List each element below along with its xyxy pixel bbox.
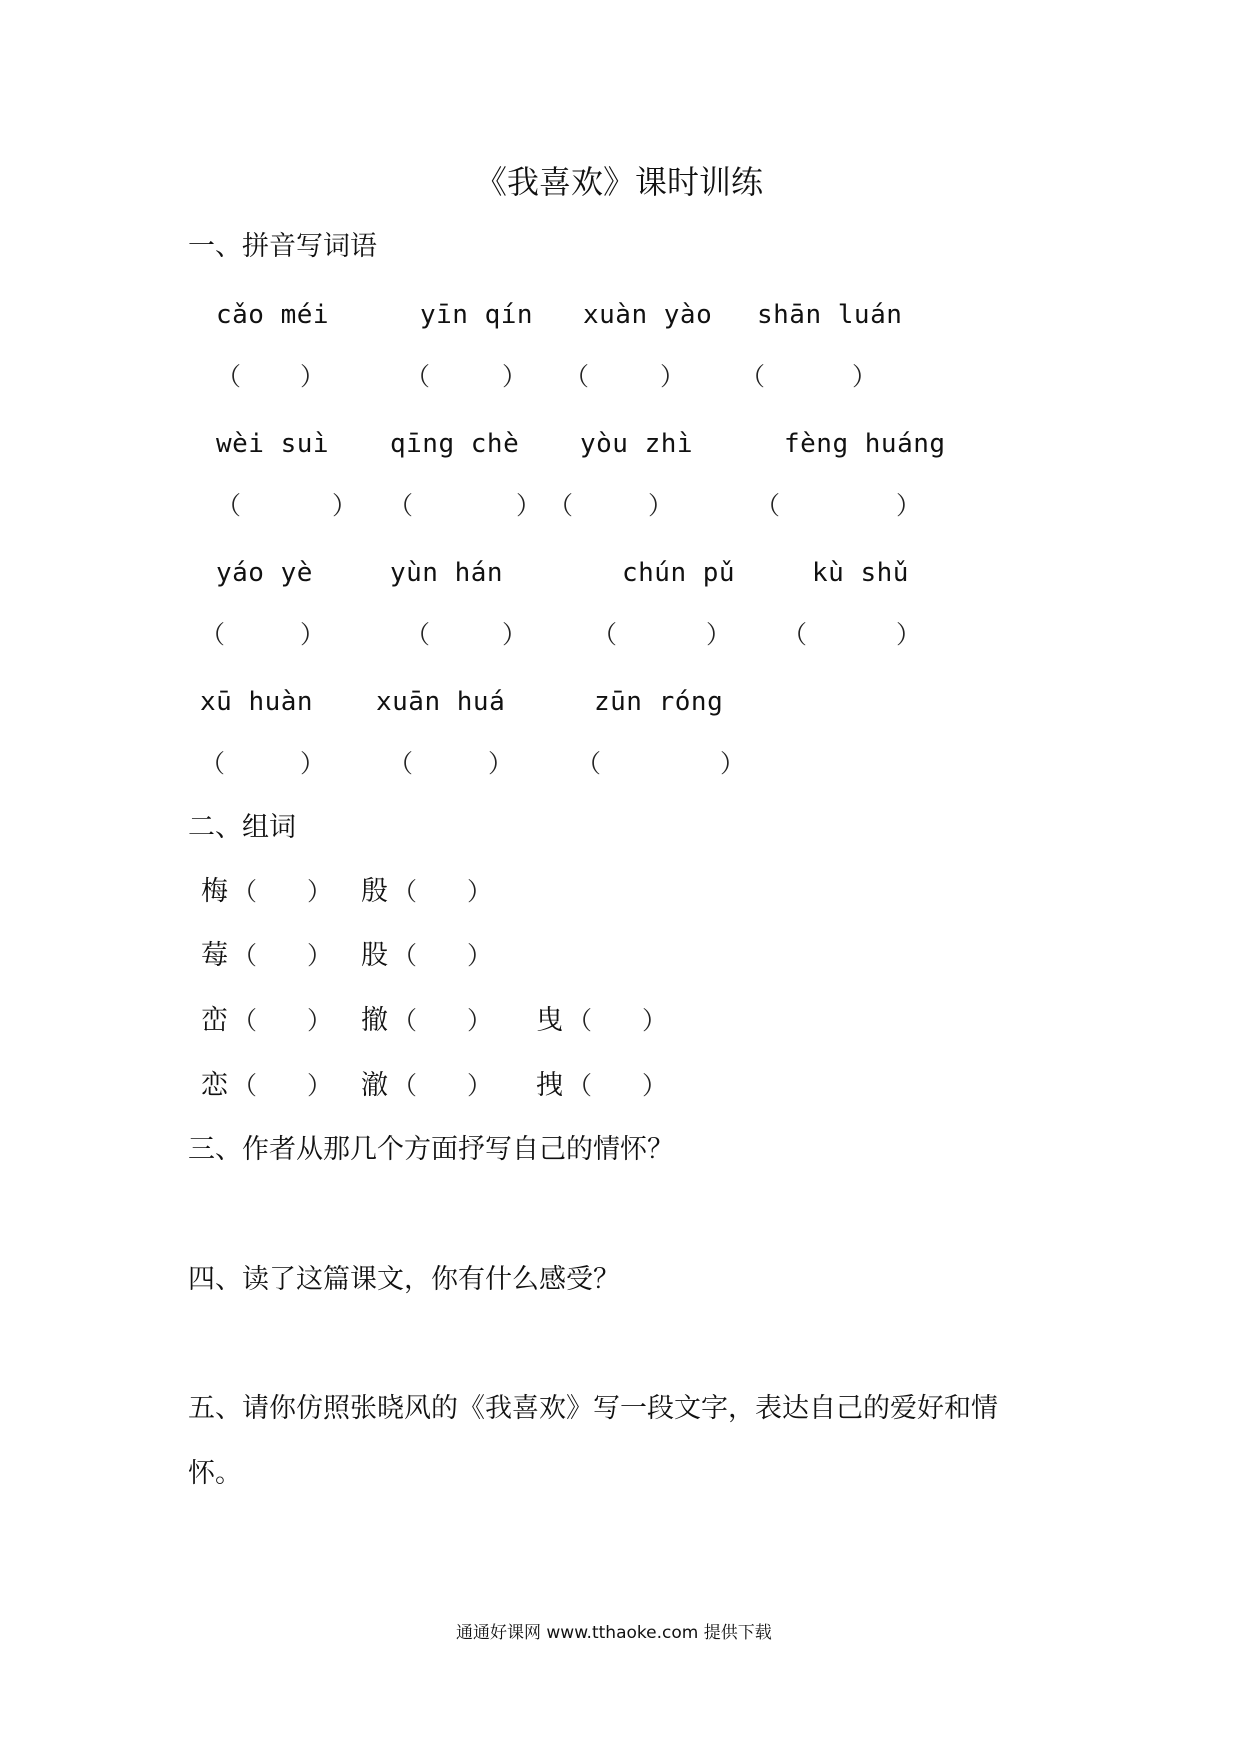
pinyin-yaoye: yáo yè (216, 558, 313, 588)
char-lian: 恋 (201, 1070, 228, 1101)
pinyin-qingche: qīng chè (390, 429, 520, 459)
char-luan: 峦 (201, 1005, 228, 1036)
answer-blank[interactable]: （ (388, 491, 414, 520)
char-che: 撤 (361, 1005, 388, 1036)
answer-blank[interactable]: （ (592, 620, 618, 649)
answer-blank[interactable]: （ ） (567, 1006, 668, 1035)
pinyin-xuanyao: xuàn yào (583, 300, 713, 330)
char-yin: 殷 (361, 876, 388, 907)
section-2-heading: 二、组词 (188, 812, 296, 843)
answer-blank-close: ） (502, 362, 528, 391)
section-5-heading: 五、请你仿照张晓风的《我喜欢》写一段文字，表达自己的爱好和情 (188, 1393, 998, 1424)
pinyin-zunrong: zūn róng (594, 687, 724, 717)
footer-credit: 通通好课网 www.tthaoke.com 提供下载 (456, 1623, 772, 1643)
pinyin-youzhi: yòu zhì (580, 429, 694, 459)
answer-blank[interactable]: （ (388, 749, 414, 778)
answer-blank-close: ） (300, 362, 326, 391)
answer-blank-close: ） (502, 620, 528, 649)
answer-blank[interactable]: （ (216, 491, 242, 520)
char-mei: 梅 (201, 876, 228, 907)
pinyin-kushu: kù shǔ (812, 558, 909, 588)
char-zhuai: 拽 (536, 1070, 563, 1101)
pinyin-weisui: wèi suì (216, 429, 330, 459)
char-mei2: 莓 (201, 940, 228, 971)
char-ye: 曳 (536, 1005, 563, 1036)
answer-blank-close: ） (332, 491, 358, 520)
section-4-heading: 四、读了这篇课文，你有什么感受？ (188, 1264, 620, 1295)
pinyin-chunpu: chún pǔ (622, 558, 736, 588)
pinyin-yinqin: yīn qín (420, 300, 534, 330)
answer-blank-close: ） (720, 749, 746, 778)
answer-blank-close: ） (488, 749, 514, 778)
answer-blank[interactable]: （ (782, 620, 808, 649)
answer-blank-close: ） (300, 620, 326, 649)
answer-blank[interactable]: （ (200, 749, 226, 778)
answer-blank[interactable]: （ (564, 362, 590, 391)
answer-blank[interactable]: （ ） (232, 1006, 333, 1035)
answer-blank[interactable]: （ ） (567, 1071, 668, 1100)
answer-blank[interactable]: （ ） (232, 877, 333, 906)
answer-blank[interactable]: （ ） (232, 1071, 333, 1100)
pinyin-xuanhua: xuān huá (376, 687, 506, 717)
answer-blank[interactable]: （ (740, 362, 766, 391)
answer-blank[interactable]: （ ） (392, 1006, 493, 1035)
page-title: 《我喜欢》课时训练 (475, 163, 764, 201)
answer-blank-close: ） (706, 620, 732, 649)
answer-blank[interactable]: （ (405, 620, 431, 649)
answer-blank-close: ） (660, 362, 686, 391)
answer-blank[interactable]: （ ） (392, 1071, 493, 1100)
pinyin-fenghuang: fèng huáng (784, 429, 946, 459)
pinyin-caomei: cǎo méi (216, 300, 330, 330)
char-che2: 澈 (361, 1070, 388, 1101)
pinyin-shanluan: shān luán (757, 300, 903, 330)
answer-blank-close: ） (852, 362, 878, 391)
section-1-heading: 一、拼音写词语 (188, 231, 377, 262)
answer-blank[interactable]: （ (216, 362, 242, 391)
answer-blank-close: ） (516, 491, 542, 520)
answer-blank-close: ） (648, 491, 674, 520)
section-5-heading-cont: 怀。 (188, 1458, 242, 1489)
pinyin-yunhan: yùn hán (390, 558, 504, 588)
answer-blank[interactable]: （ ） (392, 877, 493, 906)
answer-blank-close: ） (896, 491, 922, 520)
answer-blank[interactable]: （ (755, 491, 781, 520)
answer-blank[interactable]: （ (548, 491, 574, 520)
answer-blank-close: ） (896, 620, 922, 649)
answer-blank[interactable]: （ (405, 362, 431, 391)
answer-blank[interactable]: （ ） (232, 941, 333, 970)
answer-blank[interactable]: （ (200, 620, 226, 649)
answer-blank[interactable]: （ (576, 749, 602, 778)
answer-blank-close: ） (300, 749, 326, 778)
pinyin-xuhuan: xū huàn (200, 687, 314, 717)
answer-blank[interactable]: （ ） (392, 941, 493, 970)
char-gu: 股 (361, 940, 388, 971)
section-3-heading: 三、作者从那几个方面抒写自己的情怀？ (188, 1134, 674, 1165)
